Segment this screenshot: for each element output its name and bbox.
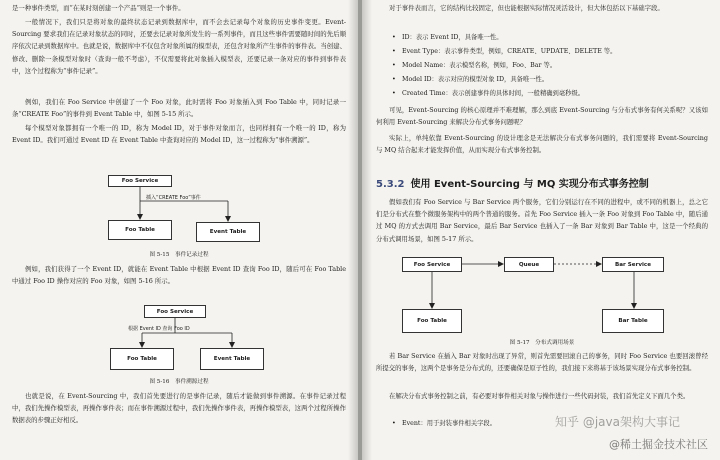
query-label: 根据 Event ID 查询 Foo ID [128,326,190,332]
paragraph: 可见，Event-Sourcing 的核心原理并不难理解，那么到底 Event-Sourcing 与分布式事务有何关系呢？又该如何利用 Event-Sourcing 来解决分布式事务问题呢？ [376,106,708,127]
list-item: • Model Name：表示模型名称，例如，Foo、Bar 等。 [402,60,556,72]
paragraph: 若 Bar Service 在插入 Bar 对象时出现了异常，则首先需要回滚自己的事务，同时 Foo Service 也要回滚曾经所提交的事务，这两个是事务是分布式的，还要确保是原子性的，我们接下来将基于该场景实现分布式事务控制。 [376,352,708,373]
foo-service-box: Foo Service [144,305,206,318]
section-number: 5.3.2 [376,179,405,190]
watermark-zhihu: 知乎 @java架构大事记 [555,415,680,429]
paragraph: 假如我们有 Foo Service 与 Bar Service 两个服务，它们分别运行在不同的进程中，或不同的机器上，总之它们是分布式在整个微服务架构中的两个普通的服务。首先 Foo Service 插入一条 Foo 对象到 Foo Table 中，随后通过 MQ 的方式去调用 Bar Service，最后 Bar Service 也插入了一条 Bar 对象到 Bar Table 中，这是一个经典的分布式调用场景，如图 5-17 所示。 [376,198,708,243]
list-item: • Event Type：表示事件类型，例如，CREATE、UPDATE、DELETE 等。 [402,46,616,58]
section-title: 使用 Event-Sourcing 与 MQ 实现分布式事务控制 [410,179,649,190]
paragraph: 是一种事件类型，而“在某时刻创建一个产品”则是一个事件。 [12,4,185,12]
event-table-box: Event Table [196,222,260,242]
event-table-box: Event Table [200,348,264,370]
foo-table-box: Foo Table [108,220,172,240]
left-page [0,0,358,460]
paragraph: 一般情况下，我们只是将对象的最终状态记录到数据库中，而不会去记录每个对象的历史事件变更。Event-Sourcing 要求我们在记录对象状态的同时，还要去记录对象所发生的一系列事件，而且这些事件需要随时间的先后顺序依次记录到数据库中。也就是说，数据库中不仅包含对象所属的模型表，还包含对象所产生事件的事件表。当创建、修改、删除一条模型对象时（查询一般不考虑），不仅需要将此对象插入模型表，还要记录一条对应的事件到事件表中，这个过程称为“事件记录”。 [12,18,346,75]
queue-box: Queue [504,257,554,272]
watermark-juejin: @稀土掘金技术社区 [609,438,708,451]
list-item: • ID：表示 Event ID，具备唯一性。 [402,32,503,44]
list-item: • Event：用于封装事件相关字段。 [402,418,496,430]
figure-caption: 图 5-17 分布式调用场景 [509,340,575,346]
foo-table-box: Foo Table [110,348,174,370]
paragraph: 在解决分布式事务控制之前，有必要对事件相关对象与操作进行一些代码封装，我们首先定义下面几个类。 [389,392,690,400]
paragraph: 例如，我们在 Foo Service 中创建了一个 Foo 对象，此时需将 Foo 对象插入到 Foo Table 中，同时记录一条“CREATE Foo”的事件到 Event Table 中，如图 5-15 所示。 [12,98,346,119]
paragraph: 例如，我们获得了一个 Event ID，就能在 Event Table 中根据 Event ID 查询 Foo ID，随后可在 Foo Table 中通过 Foo ID 操作对应的 Foo 对象，如图 5-16 所示。 [12,265,346,286]
bar-service-box: Bar Service [602,257,664,272]
paragraph: 对于事件表而言，它的结构比较固定，但也能根据实际情况灵活设计，但大体包括以下基础字段。 [389,4,664,12]
paragraph: 实际上，单纯依靠 Event-Sourcing 的设计理念是无法解决分布式事务问题的，我们需要将 Event-Sourcing 与 MQ 结合起来才能发挥价值，从而实现分布式事务控制。 [376,134,708,155]
foo-service-box: Foo Service [402,257,462,272]
paragraph: 也就是说，在 Event-Sourcing 中，我们首先要进行的是事件记录，随后才能做到事件溯源。在事件记录过程中，我们先操作模型表，再操作事件表；而在事件溯源过程中，我们先操作事件表，再操作模型表，这两个过程所操作数据表的步骤正好相反。 [12,392,346,425]
right-page [362,0,720,460]
foo-table-box: Foo Table [402,309,462,333]
insert-event-label: 插入“CREATE Foo”事件 [146,195,201,201]
figure-caption: 图 5-15 事件记录过程 [149,252,209,258]
list-item: • Model ID：表示对应的模型对象 ID，具备唯一性。 [402,74,548,86]
paragraph: 每个模型对象都拥有一个唯一的 ID，称为 Model ID，对于事件对象而言，也同样拥有一个唯一的 ID，称为 Event ID。我们可通过 Event ID 在 Event Table 中查询对应的 Model ID，这一过程称为“事件溯源”。 [12,124,346,145]
foo-service-box: Foo Service [108,175,172,187]
figure-caption: 图 5-16 事件溯源过程 [149,379,209,385]
bar-table-box: Bar Table [602,309,664,333]
list-item: • Created Time：表示创建事件的具体时间，一般精确到毫秒级。 [402,88,584,100]
